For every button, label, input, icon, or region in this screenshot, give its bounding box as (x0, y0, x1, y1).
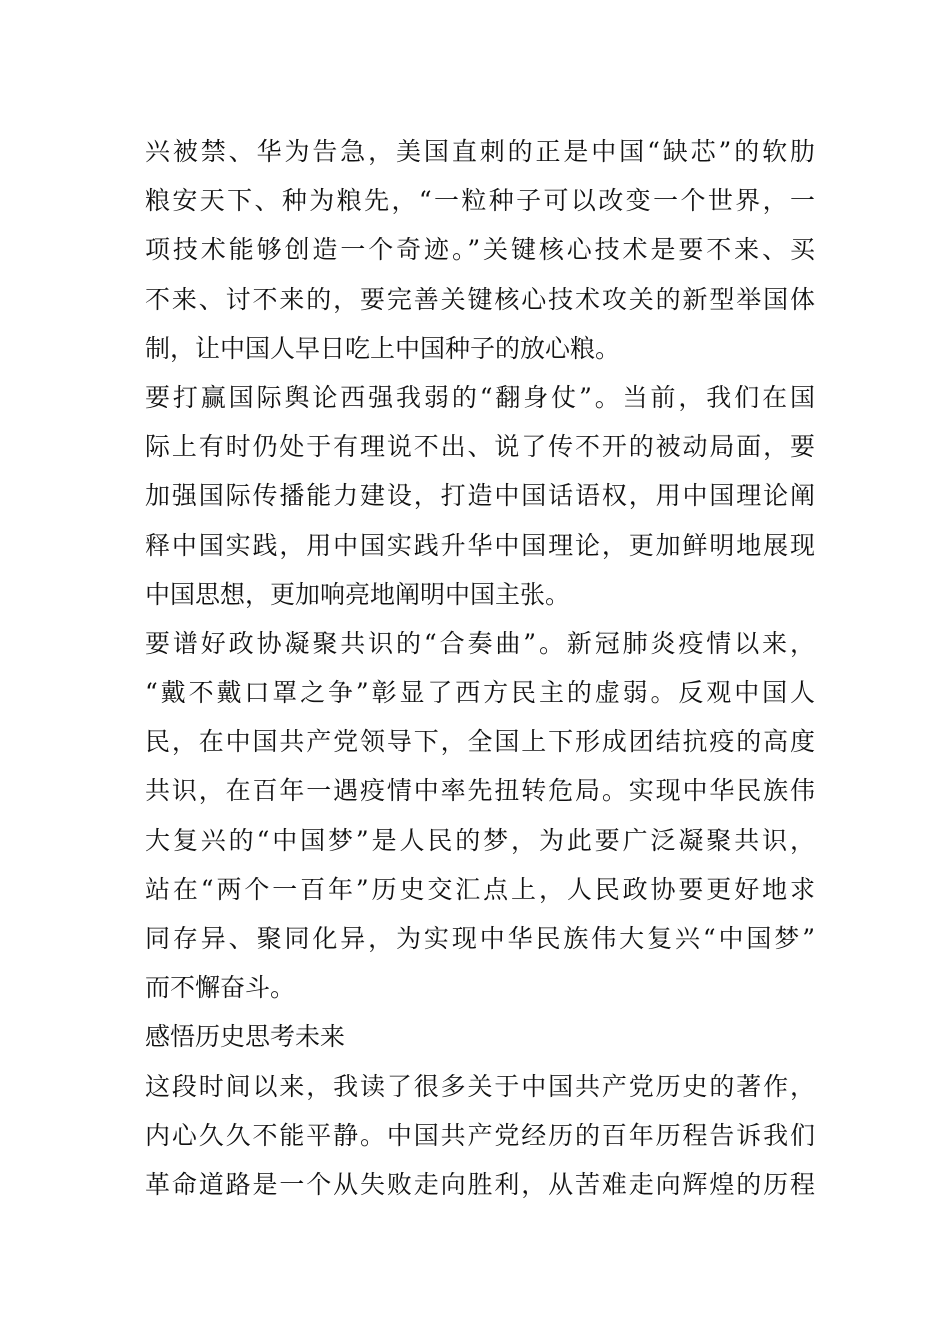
text-line: 要打赢国际舆论西强我弱的“翻身仗”。当前，我们在国 (145, 382, 815, 412)
text-line: 同存异、聚同化异，为实现中华民族伟大复兴“中国梦” (145, 924, 815, 953)
text-line: 制，让中国人早日吃上中国种子的放心粮。 (145, 333, 621, 363)
text-line: 加强国际传播能力建设，打造中国话语权，用中国理论阐 (145, 481, 815, 511)
text-line: 中国思想，更加响亮地阐明中国主张。 (145, 579, 571, 609)
section-heading: 感悟历史思考未来 (145, 1022, 346, 1052)
text-line: 释中国实践，用中国实践升华中国理论，更加鲜明地展现 (145, 530, 815, 560)
text-line: “戴不戴口罩之争”彰显了西方民主的虚弱。反观中国人 (145, 678, 815, 708)
text-line: 际上有时仍处于有理说不出、说了传不开的被动局面，要 (145, 432, 815, 462)
text-line: 革命道路是一个从失败走向胜利，从苦难走向辉煌的历程 (145, 1169, 815, 1199)
text-line: 要谱好政协凝聚共识的“合奏曲”。新冠肺炎疫情以来， (145, 628, 815, 658)
text-line: 共识，在百年一遇疫情中率先扭转危局。实现中华民族伟 (145, 776, 815, 806)
text-line: 站在“两个一百年”历史交汇点上，人民政协要更好地求 (145, 874, 815, 904)
document-body (145, 127, 815, 1209)
text-line: 内心久久不能平静。中国共产党经历的百年历程告诉我们 (145, 1120, 815, 1150)
text-line: 不来、讨不来的，要完善关键核心技术攻关的新型举国体 (145, 284, 815, 314)
text-line: 民，在中国共产党领导下，全国上下形成团结抗疫的高度 (145, 727, 815, 757)
text-line: 这段时间以来，我读了很多关于中国共产党历史的著作， (145, 1071, 815, 1101)
text-line: 大复兴的“中国梦”是人民的梦，为此要广泛凝聚共识， (145, 825, 815, 855)
text-line: 兴被禁、华为告急，美国直刺的正是中国“缺芯”的软肋 (145, 137, 815, 166)
text-line: 项技术能够创造一个奇迹。”关键核心技术是要不来、买 (145, 235, 815, 265)
text-line: 粮安天下、种为粮先，“一粒种子可以改变一个世界，一 (145, 186, 815, 216)
text-line: 而不懈奋斗。 (145, 973, 296, 1003)
